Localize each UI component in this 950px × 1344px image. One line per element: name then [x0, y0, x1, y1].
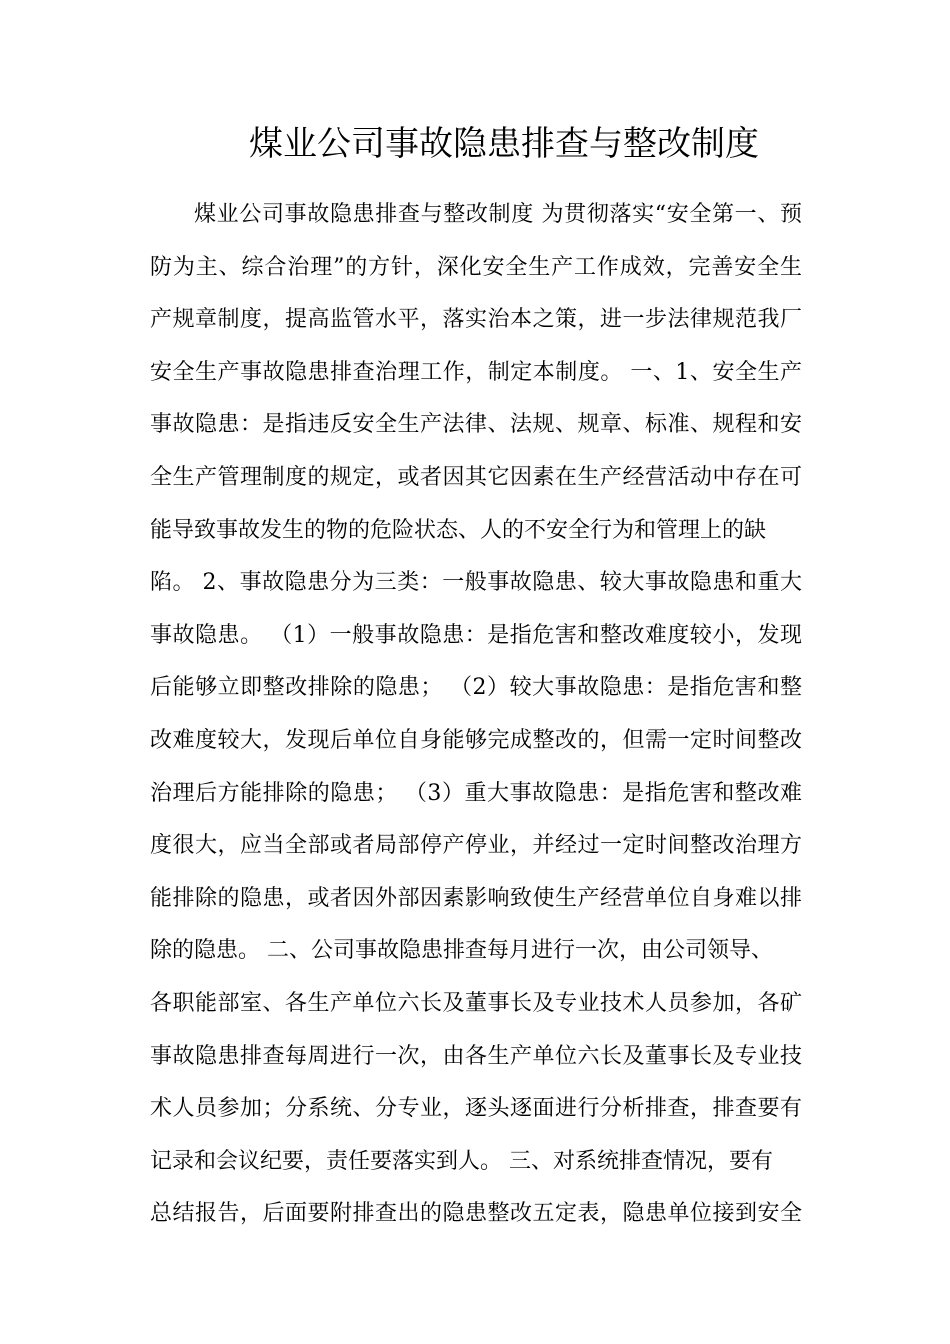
paragraph-line: 能排除的隐患，或者因外部因素影响致使生产经营单位自身难以排 — [150, 885, 802, 911]
paragraph-line: 事故隐患。 （1）一般事故隐患：是指危害和整改难度较小，发现 — [150, 622, 802, 648]
paragraph-line: 记录和会议纪要，责任要落实到人。 三、对系统排查情况，要有 — [150, 1148, 773, 1174]
paragraph-line: 能导致事故发生的物的危险状态、人的不安全行为和管理上的缺 — [150, 517, 767, 543]
document-body — [150, 189, 802, 1241]
paragraph-line: 产规章制度，提高监管水平，落实治本之策，进一步法律规范我厂 — [150, 307, 802, 333]
paragraph-line: 陷。 2、事故隐患分为三类：一般事故隐患、较大事故隐患和重大 — [150, 570, 802, 596]
paragraph-line: 治理后方能排除的隐患； （3）重大事故隐患：是指危害和整改难 — [150, 780, 802, 806]
paragraph-line: 煤业公司事故隐患排查与整改制度 为贯彻落实“安全第一、预 — [194, 202, 802, 227]
paragraph-line: 事故隐患排查每周进行一次，由各生产单位六长及董事长及专业技 — [150, 1043, 802, 1069]
paragraph-line: 度很大，应当全部或者局部停产停业，并经过一定时间整改治理方 — [150, 833, 802, 859]
paragraph-line: 安全生产事故隐患排查治理工作，制定本制度。 一、1、安全生产 — [150, 359, 802, 385]
paragraph-line: 术人员参加；分系统、分专业，逐头逐面进行分析排查，排查要有 — [150, 1096, 802, 1122]
paragraph-line: 全生产管理制度的规定，或者因其它因素在生产经营活动中存在可 — [150, 464, 802, 490]
paragraph-line: 除的隐患。 二、公司事故隐患排查每月进行一次，由公司领导、 — [150, 938, 773, 964]
paragraph-line: 各职能部室、各生产单位六长及董事长及专业技术人员参加，各矿 — [150, 990, 802, 1016]
paragraph-line: 后能够立即整改排除的隐患； （2）较大事故隐患：是指危害和整 — [150, 675, 802, 701]
paragraph-line: 防为主、综合治理”的方针，深化安全生产工作成效，完善安全生 — [150, 254, 802, 280]
paragraph-line: 改难度较大，发现后单位自身能够完成整改的，但需一定时间整改 — [150, 727, 802, 753]
paragraph-line: 事故隐患：是指违反安全生产法律、法规、规章、标准、规程和安 — [150, 412, 802, 438]
paragraph-line: 总结报告，后面要附排查出的隐患整改五定表，隐患单位接到安全 — [150, 1201, 802, 1227]
document-title: 煤业公司事故隐患排查与整改制度 — [249, 124, 759, 164]
